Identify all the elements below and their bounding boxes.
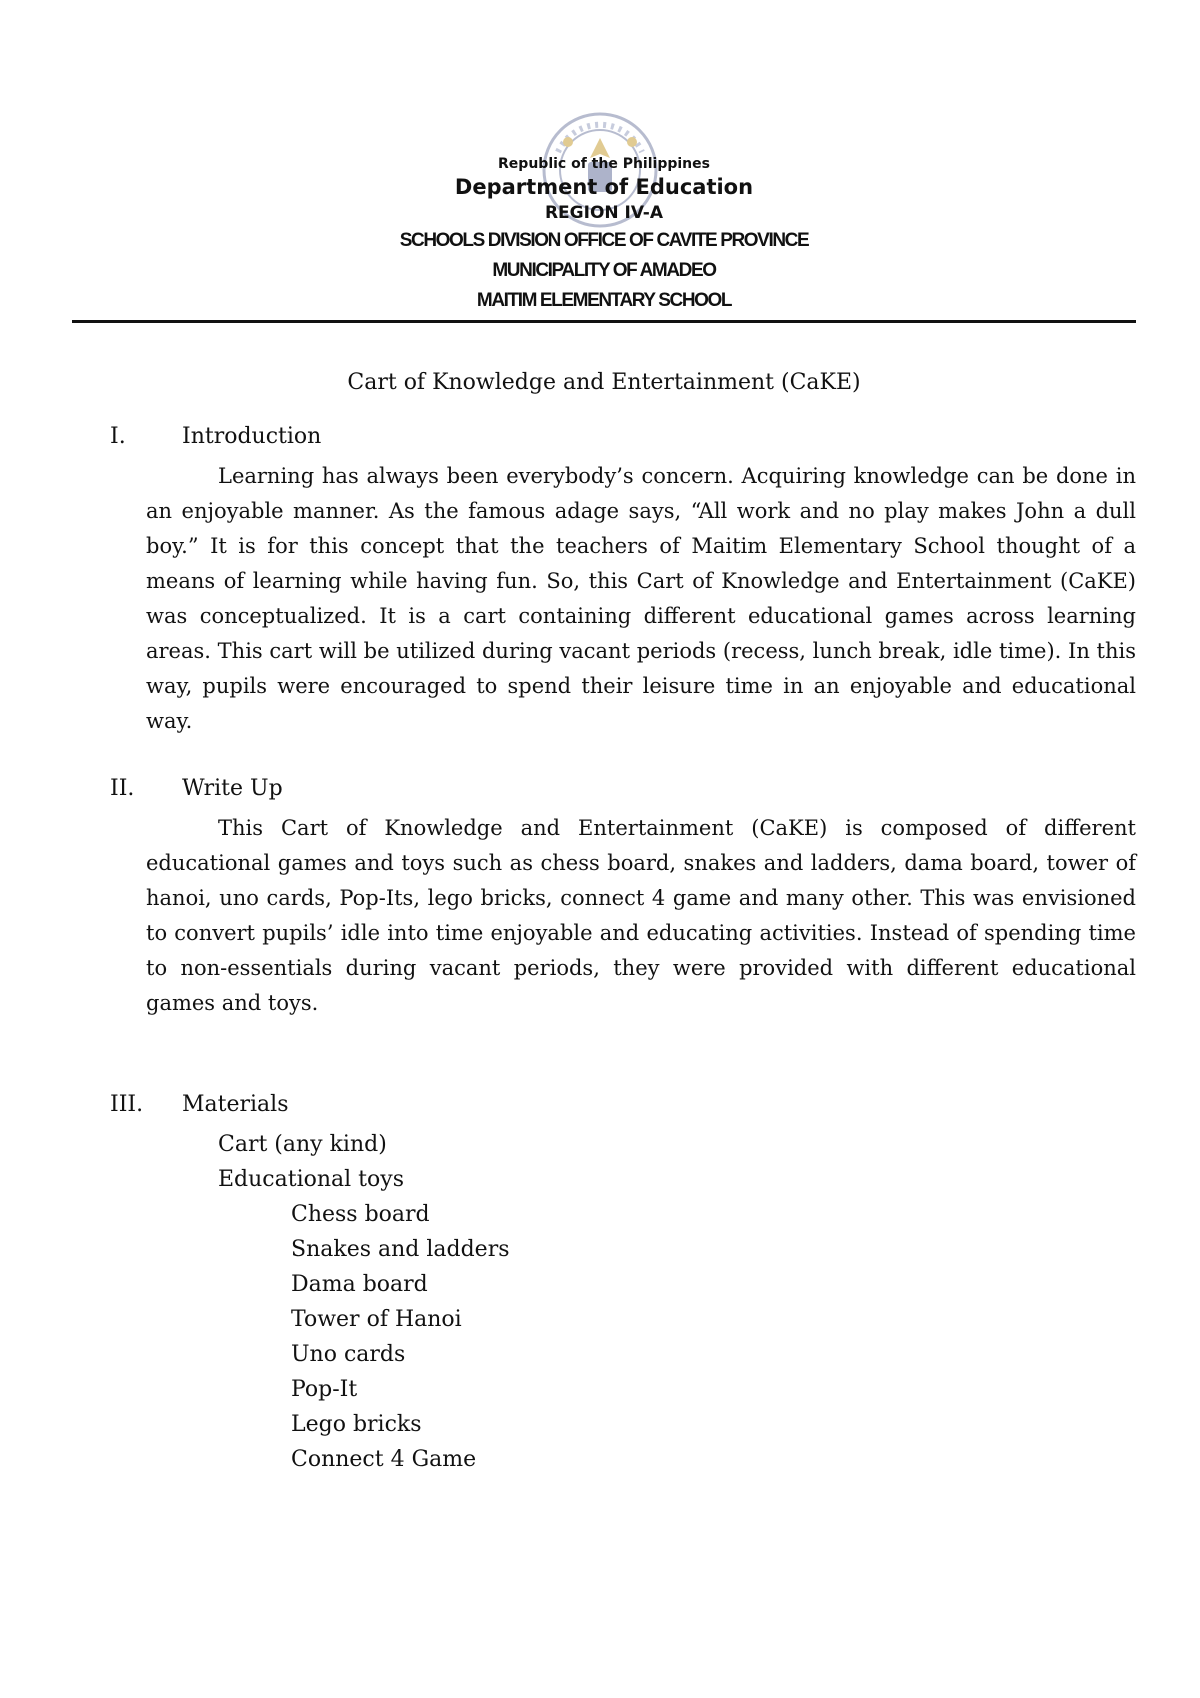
division-name: SCHOOLS DIVISION OFFICE OF CAVITE PROVINCE	[399, 230, 809, 251]
introduction-paragraph: Learning has always been everybody’s concern. Acquiring knowledge can be done in an enjoyable manner. As the famous adage says, “All work and no play makes John a dull boy.” It is for this concept that the teachers of Maitim Elementary School thought of a means of learning while having fun. So, this Cart of Knowledge and Entertainment (CaKE) was conceptualized. It is a cart containing different educational games across learning areas. This cart will be utilized during vacant periods (recess, lunch break, idle time). In this way, pupils were encouraged to spend their leisure time in an enjoyable and educational way.	[146, 464, 1136, 733]
list-item: Tower of Hanoi	[291, 1307, 462, 1332]
header-divider	[72, 320, 1136, 323]
list-item: Snakes and ladders	[291, 1237, 510, 1262]
section-title: Introduction	[182, 424, 322, 449]
school-name: MAITIM ELEMENTARY SCHOOL	[476, 290, 732, 311]
section-number: II.	[110, 776, 135, 801]
educational-toys-list	[291, 1197, 510, 1477]
list-item: Connect 4 Game	[291, 1447, 477, 1472]
section-materials-heading	[110, 1092, 289, 1117]
materials-item: Educational toys	[218, 1167, 404, 1192]
list-item: Pop-It	[291, 1377, 358, 1402]
materials-item: Cart (any kind)	[218, 1132, 387, 1157]
section-number: III.	[110, 1092, 144, 1117]
department-name: Department of Education	[454, 175, 754, 199]
list-item: Dama board	[291, 1272, 428, 1297]
list-item: Lego bricks	[291, 1412, 422, 1437]
section-introduction-heading	[110, 424, 321, 449]
letterhead	[72, 154, 1136, 316]
write-up-paragraph: This Cart of Knowledge and Entertainment (CaKE) is composed of different educational games and toys such as chess board, snakes and ladders, dama board, tower of hanoi, uno cards, Pop-Its, lego bricks, connect 4 game and many other. This was envisioned to convert pupils’ idle into time enjoyable and educating activities. Instead of spending time to non-essentials during vacant periods, they were provided with different educational games and toys.	[146, 816, 1136, 1015]
document-title: Cart of Knowledge and Entertainment (CaKE)	[347, 370, 861, 395]
section-title: Write Up	[182, 776, 283, 801]
list-item: Chess board	[291, 1202, 430, 1227]
section-write-up-heading	[110, 776, 283, 801]
section-title: Materials	[182, 1092, 289, 1117]
section-number: I.	[110, 424, 126, 449]
municipality-name: MUNICIPALITY OF AMADEO	[492, 260, 716, 281]
republic-line: Republic of the Philippines	[498, 156, 710, 172]
list-item: Uno cards	[291, 1342, 406, 1367]
region-name: REGION IV-A	[544, 203, 664, 223]
